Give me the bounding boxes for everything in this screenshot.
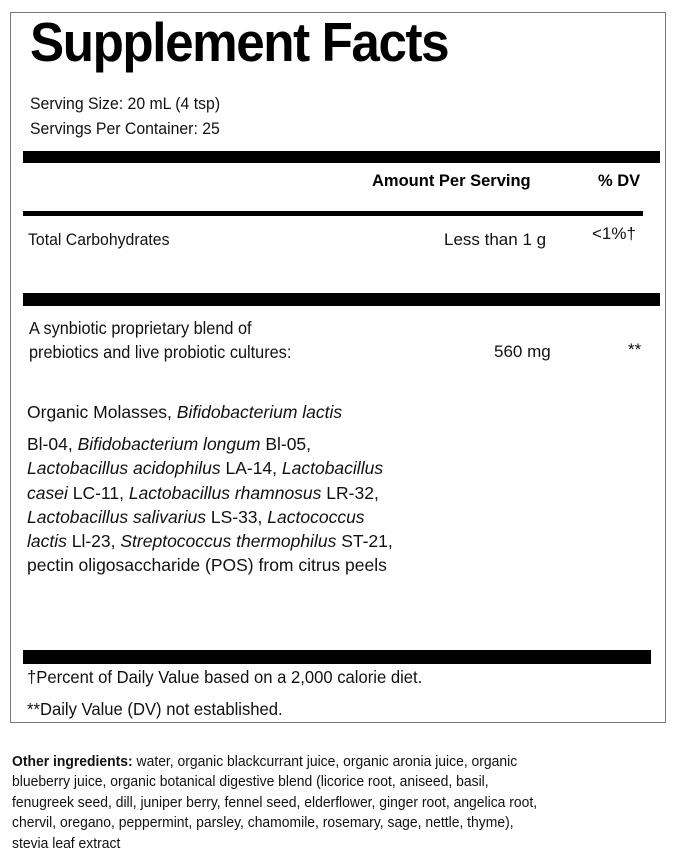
ingredient-text: Bl-05, (260, 434, 312, 455)
ingredient-species: Bifidobacterium longum (77, 434, 261, 455)
servings-per-container: Servings Per Container: 25 (30, 119, 220, 138)
ingredient-text: LR-32, (321, 482, 379, 503)
blend-dv: ** (628, 340, 642, 359)
thick-divider-middle (23, 293, 660, 306)
blend-name-line1: A synbiotic proprietary blend of (29, 318, 252, 338)
ingredient-text: LC-11, (67, 482, 129, 503)
blend-amount: 560 mg (494, 342, 551, 361)
ingredient-text: LA-14, (220, 458, 282, 479)
other-ingredients-label: Other ingredients: (12, 754, 133, 770)
amount-per-serving-header: Amount Per Serving (372, 172, 531, 190)
blend-ingredients-first-line (27, 400, 397, 424)
ingredient-text: ST-21, (336, 531, 393, 552)
label-title: Supplement Facts (30, 11, 449, 73)
blend-ingredients-rest (27, 432, 397, 577)
blend-ingredients (27, 400, 397, 577)
ingredient-species: Streptococcus thermophilus (120, 531, 337, 552)
ingredient-text: Organic Molasses, (27, 402, 177, 422)
ingredient-species: Lactobacillus salivarius (27, 506, 206, 527)
footnote-double-star: **Daily Value (DV) not established. (27, 699, 283, 719)
ingredient-text: LS-33, (205, 506, 268, 527)
thick-divider-bottom (23, 650, 651, 664)
ingredient-species: Lactobacillus casei (27, 458, 384, 503)
footnote-dagger: †Percent of Daily Value based on a 2,000 calorie diet. (27, 667, 423, 687)
ingredient-species: Lactobacillus rhamnosus (128, 482, 322, 503)
thin-divider (23, 211, 643, 216)
blend-name-line2: prebiotics and live probiotic cultures: (29, 342, 292, 362)
blend-name (29, 316, 401, 364)
ingredient-species: Lactococcus lactis (27, 506, 365, 552)
nutrient-name: Total Carbohydrates (28, 230, 170, 249)
other-ingredients (12, 752, 550, 854)
serving-size: Serving Size: 20 mL (4 tsp) (30, 94, 221, 113)
ingredient-species: Lactobacillus acidophilus (27, 458, 221, 479)
ingredient-text: Ll-23, (66, 531, 121, 552)
ingredient-species: Bifidobacterium lactis (176, 402, 343, 422)
other-ingredients-text: water, organic blackcurrant juice, organic aronia juice, organic blueberry juice, organic botanical digestive blend (licorice root, aniseed, basil, fenugreek seed, dill, juniper berry, fennel seed, elderflower, ginger root, angelica root, chervil, oregano, peppermint, parsley, chamomile, rosemary, sage, nettle, thyme), stevia leaf extract (12, 754, 538, 852)
nutrient-dv: <1%† (592, 224, 636, 243)
thick-divider-top (23, 151, 660, 163)
dv-header: % DV (598, 172, 641, 190)
nutrient-amount: Less than 1 g (444, 230, 547, 249)
ingredient-text: Bl-04, (27, 434, 78, 455)
ingredient-text: pectin oligosaccharide (POS) from citrus peels (27, 555, 387, 576)
